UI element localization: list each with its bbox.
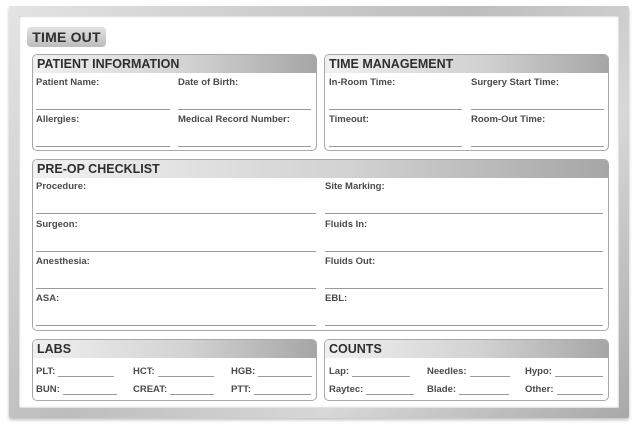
date-of-birth-label: Date of Birth: [178,77,239,88]
surgery-start-time-field[interactable] [471,109,604,110]
creat-field[interactable] [170,394,214,395]
counts-panel [324,339,609,401]
in-room-time-field[interactable] [329,109,462,110]
ebl-label: EBL: [325,293,348,304]
hct-field[interactable] [158,376,214,377]
surgeon-field[interactable] [36,251,316,252]
creat-label: CREAT: [133,384,168,395]
hgb-field[interactable] [258,376,312,377]
hgb-item [231,366,312,377]
page-title: TIME OUT [27,27,106,47]
allergies-label: Allergies: [36,114,80,125]
lap-field[interactable] [352,376,410,377]
ptt-field[interactable] [254,394,311,395]
asa-label: ASA: [36,293,60,304]
time-management-panel [324,54,609,151]
plt-item [36,366,114,377]
allergies-field[interactable] [36,146,170,147]
hgb-label: HGB: [231,366,256,377]
blade-item [427,384,509,395]
anesthesia-label: Anesthesia: [36,256,90,267]
surgery-start-time-label: Surgery Start Time: [471,77,559,88]
hypo-field[interactable] [555,376,603,377]
procedure-field[interactable] [36,213,316,214]
patient-name-label: Patient Name: [36,77,100,88]
hct-label: HCT: [133,366,155,377]
raytec-label: Raytec: [329,384,364,395]
hypo-item [525,366,603,377]
patient-information-panel [32,54,317,151]
room-out-time-label: Room-Out Time: [471,114,546,125]
fluids-out-label: Fluids Out: [325,256,376,267]
timeout-label: Timeout: [329,114,369,125]
creat-item [133,384,214,395]
bun-item [36,384,117,395]
anesthesia-field[interactable] [36,288,316,289]
fluids-in-label: Fluids In: [325,219,368,230]
fluids-out-field[interactable] [325,288,603,289]
timeout-field[interactable] [329,146,462,147]
other-label: Other: [525,384,554,395]
room-out-time-field[interactable] [471,146,604,147]
lap-label: Lap: [329,366,350,377]
counts-header: COUNTS [325,340,608,358]
hypo-label: Hypo: [525,366,552,377]
surgeon-label: Surgeon: [36,219,78,230]
labs-header: LABS [33,340,316,358]
ptt-label: PTT: [231,384,252,395]
hct-item [133,366,214,377]
lap-item [329,366,410,377]
site-marking-field[interactable] [325,213,603,214]
other-item [525,384,603,395]
time-management-header: TIME MANAGEMENT [325,55,608,73]
needles-label: Needles: [427,366,467,377]
medical-record-number-label: Medical Record Number: [178,114,290,125]
pre-op-checklist-panel [32,159,609,331]
in-room-time-label: In-Room Time: [329,77,396,88]
needles-field[interactable] [470,376,510,377]
bun-field[interactable] [63,394,117,395]
date-of-birth-field[interactable] [178,109,311,110]
other-field[interactable] [557,394,603,395]
procedure-label: Procedure: [36,181,87,192]
patient-name-field[interactable] [36,109,170,110]
blade-field[interactable] [459,394,509,395]
plt-label: PLT: [36,366,56,377]
ebl-field[interactable] [325,325,603,326]
blade-label: Blade: [427,384,457,395]
patient-information-header: PATIENT INFORMATION [33,55,316,73]
bun-label: BUN: [36,384,60,395]
ptt-item [231,384,311,395]
fluids-in-field[interactable] [325,251,603,252]
asa-field[interactable] [36,325,316,326]
plt-field[interactable] [58,376,114,377]
raytec-field[interactable] [366,394,414,395]
pre-op-checklist-header: PRE-OP CHECKLIST [33,160,608,178]
needles-item [427,366,510,377]
labs-panel [32,339,317,401]
raytec-item [329,384,414,395]
medical-record-number-field[interactable] [178,146,311,147]
site-marking-label: Site Marking: [325,181,385,192]
